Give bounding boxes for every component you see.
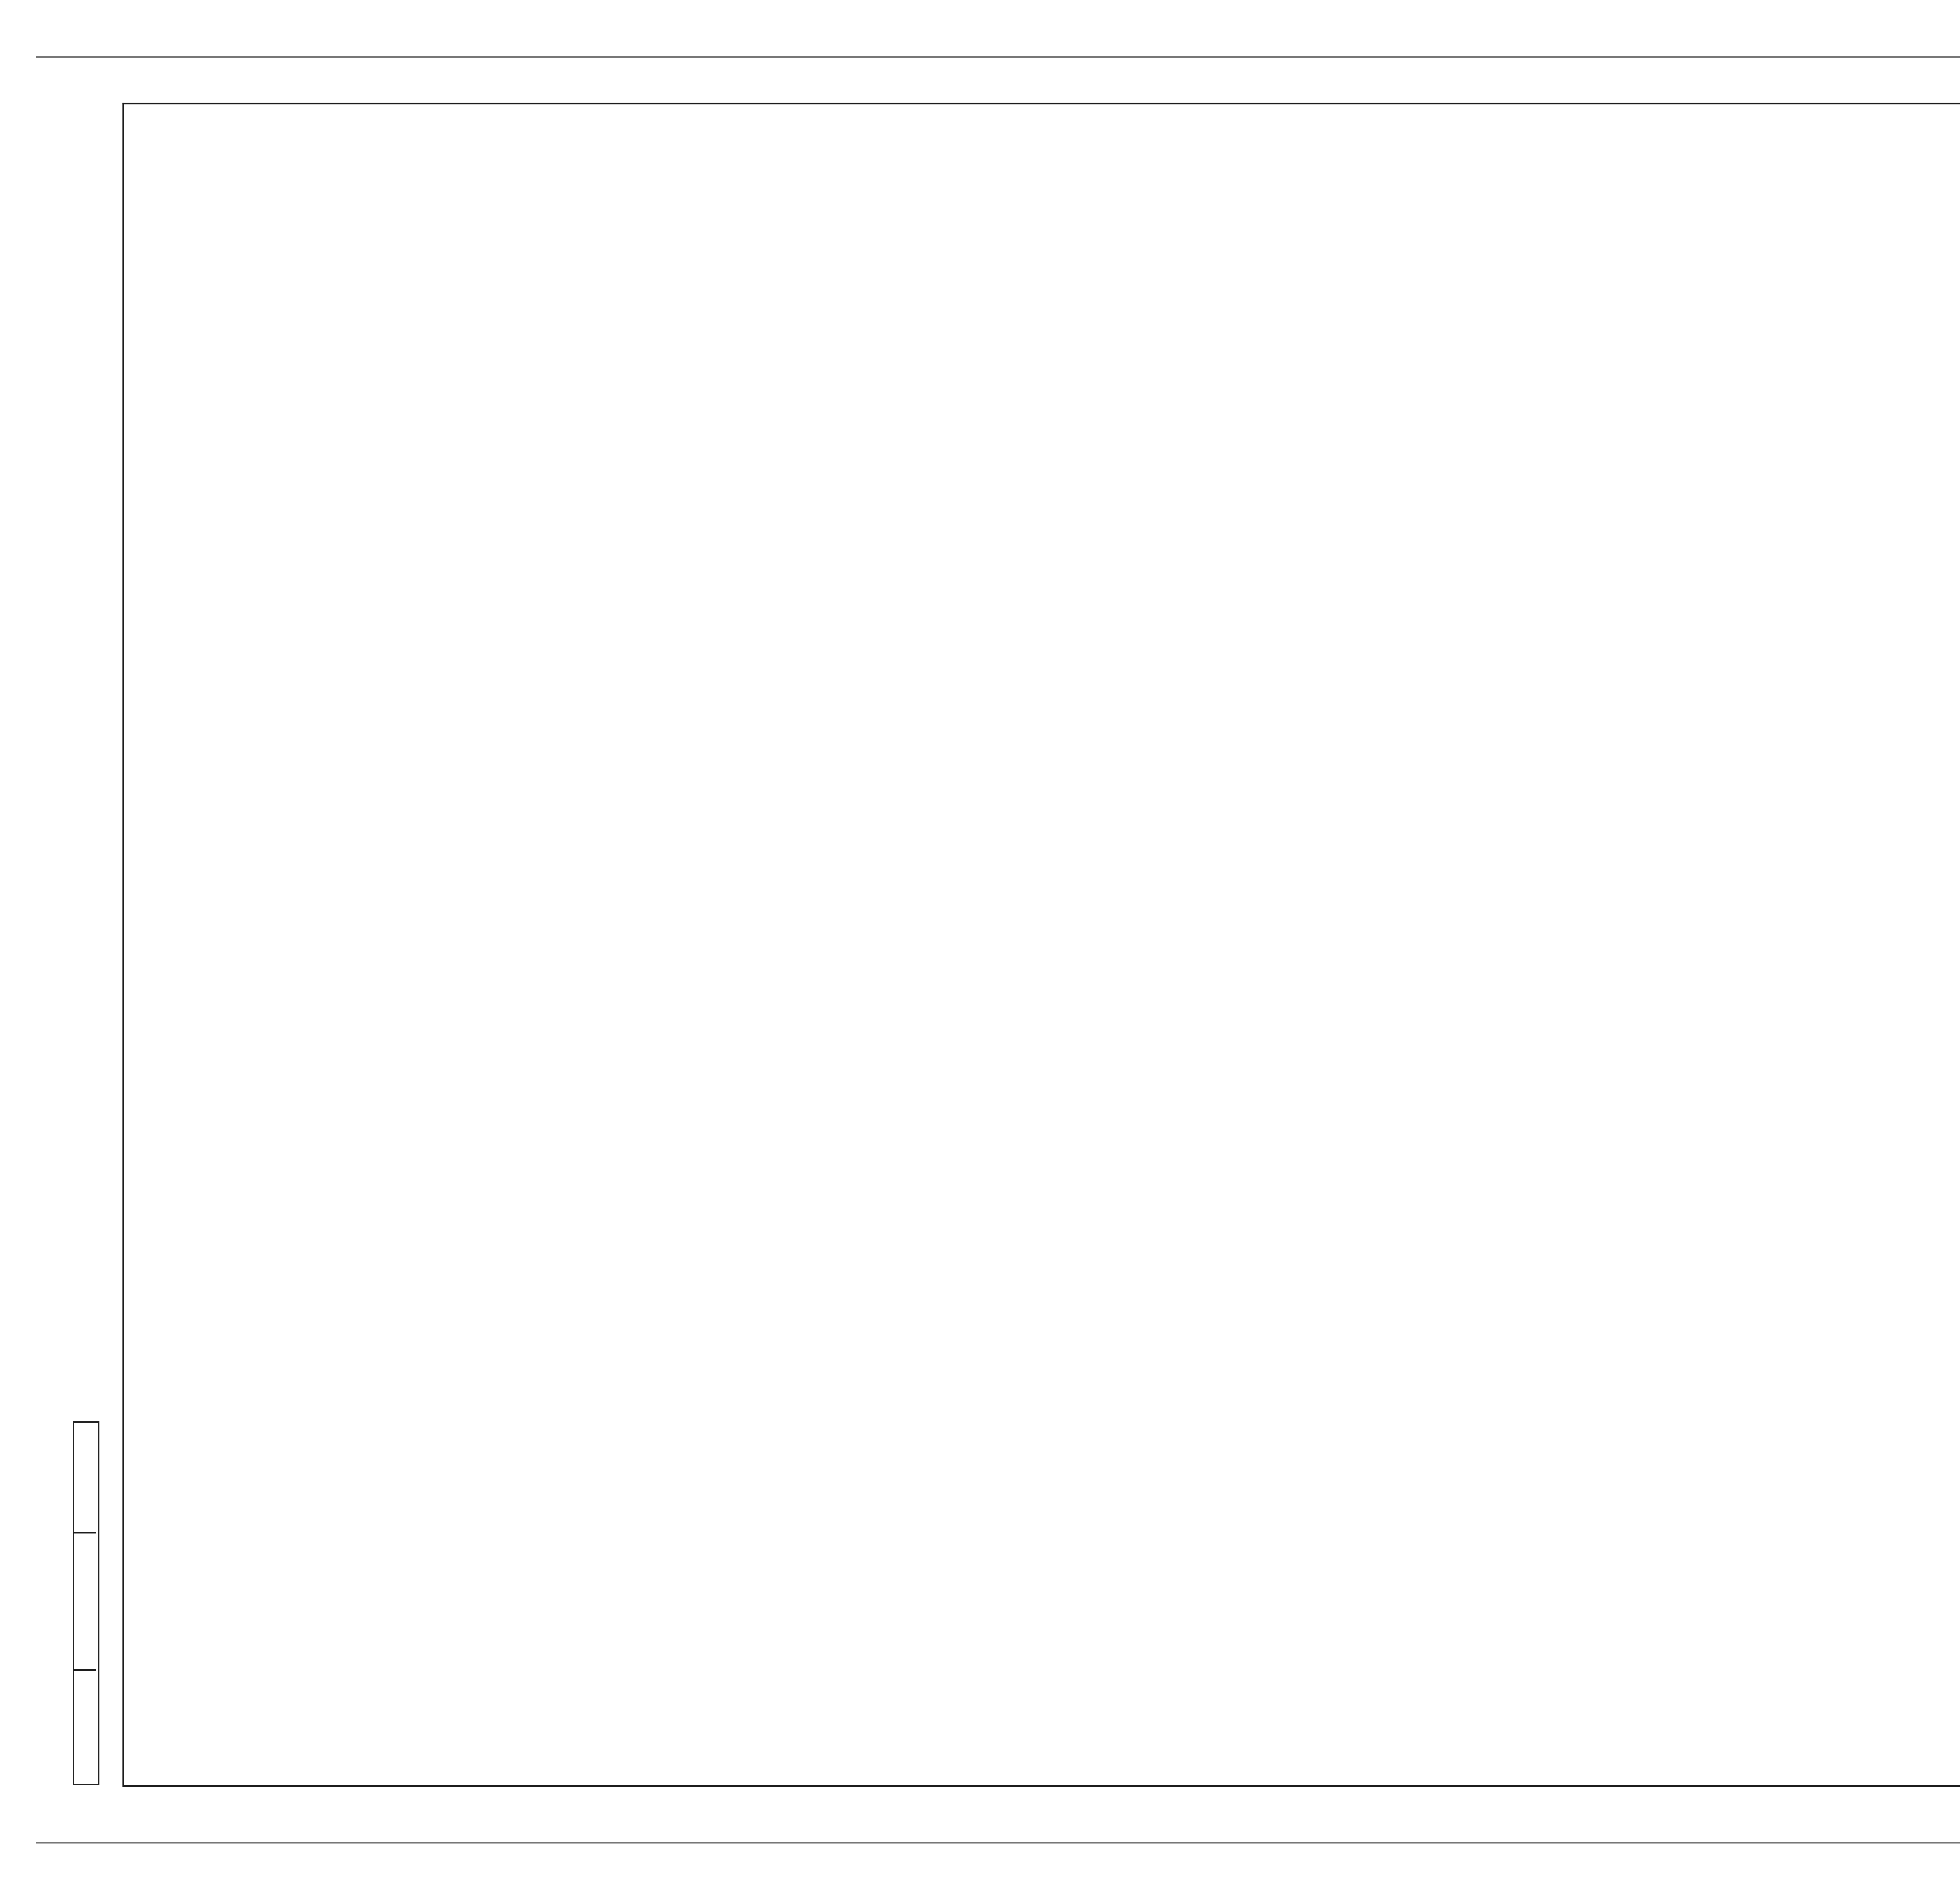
side-stamp (73, 1421, 100, 1785)
